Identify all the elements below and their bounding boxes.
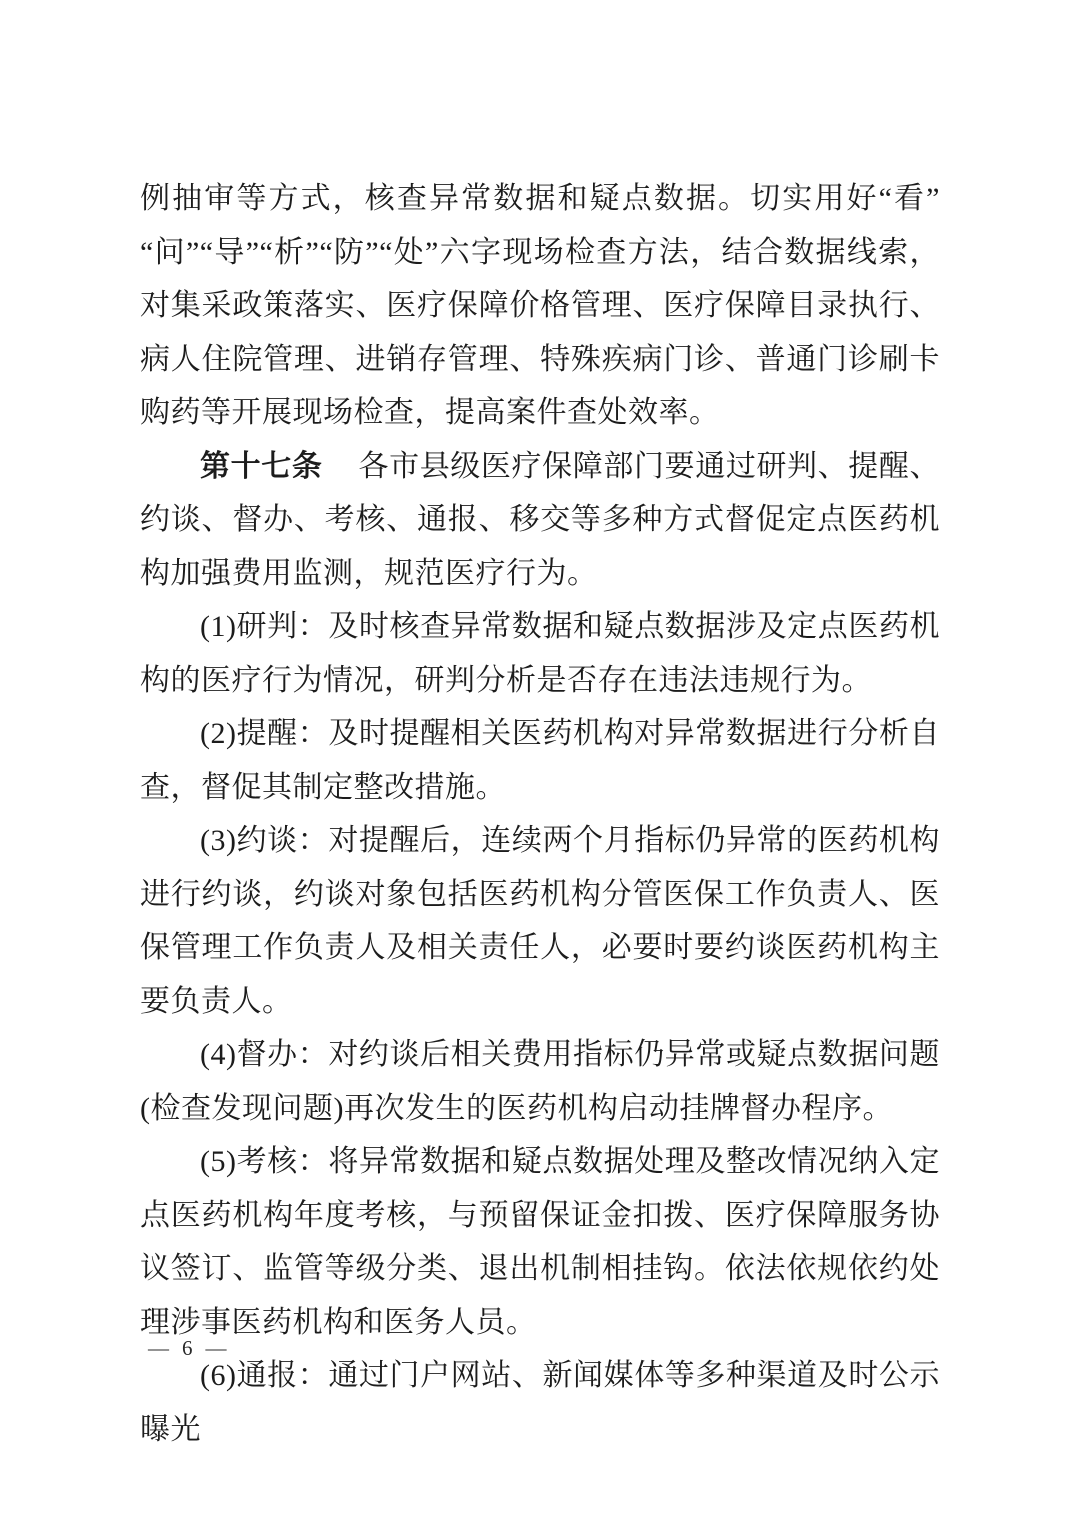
article-number-heading: 第十七条 xyxy=(200,449,323,483)
document-body xyxy=(140,172,940,1456)
footer-dash-right: — xyxy=(205,1336,227,1360)
paragraph-item-2-tixing: (2)提醒：及时提醒相关医药机构对异常数据进行分析自查，督促其制定整改措施。 xyxy=(140,717,940,804)
article-17-text: 各市县级医疗保障部门要通过研判、提醒、约谈、督办、考核、通报、移交等多种方式督促定点医药机构加强费用监测，规范医疗行为。 xyxy=(140,449,941,590)
paragraph-item-6-tongbao: (6)通报：通过门户网站、新闻媒体等多种渠道及时公示曝光 xyxy=(140,1359,940,1446)
paragraph-article-17 xyxy=(140,440,940,601)
paragraph-item-1-yanpan: (1)研判：及时核查异常数据和疑点数据涉及定点医药机构的医疗行为情况，研判分析是否存在违法违规行为。 xyxy=(140,610,940,697)
paragraph-item-3-yuetan: (3)约谈：对提醒后，连续两个月指标仍异常的医药机构进行约谈，约谈对象包括医药机构分管医保工作负责人、医保管理工作负责人及相关责任人，必要时要约谈医药机构主要负责人。 xyxy=(140,824,940,1018)
page-number: 6 xyxy=(182,1336,193,1360)
paragraph-continuation: 例抽审等方式，核查异常数据和疑点数据。切实用好“看”“问”“导”“析”“防”“处”六字现场检查方法，结合数据线索，对集采政策落实、医疗保障价格管理、医疗保障目录执行、病人住院管理、进销存管理、特殊疾病门诊、普通门诊刷卡购药等开展现场检查，提高案件查处效率。 xyxy=(140,182,940,429)
page-footer xyxy=(148,1335,227,1361)
paragraph-item-4-duban: (4)督办：对约谈后相关费用指标仍异常或疑点数据问题(检查发现问题)再次发生的医药机构启动挂牌督办程序。 xyxy=(140,1038,940,1125)
paragraph-item-5-kaohe: (5)考核：将异常数据和疑点数据处理及整改情况纳入定点医药机构年度考核，与预留保证金扣拨、医疗保障服务协议签订、监管等级分类、退出机制相挂钩。依法依规依约处理涉事医药机构和医务人员。 xyxy=(140,1145,940,1339)
footer-dash-left: — xyxy=(148,1336,169,1360)
